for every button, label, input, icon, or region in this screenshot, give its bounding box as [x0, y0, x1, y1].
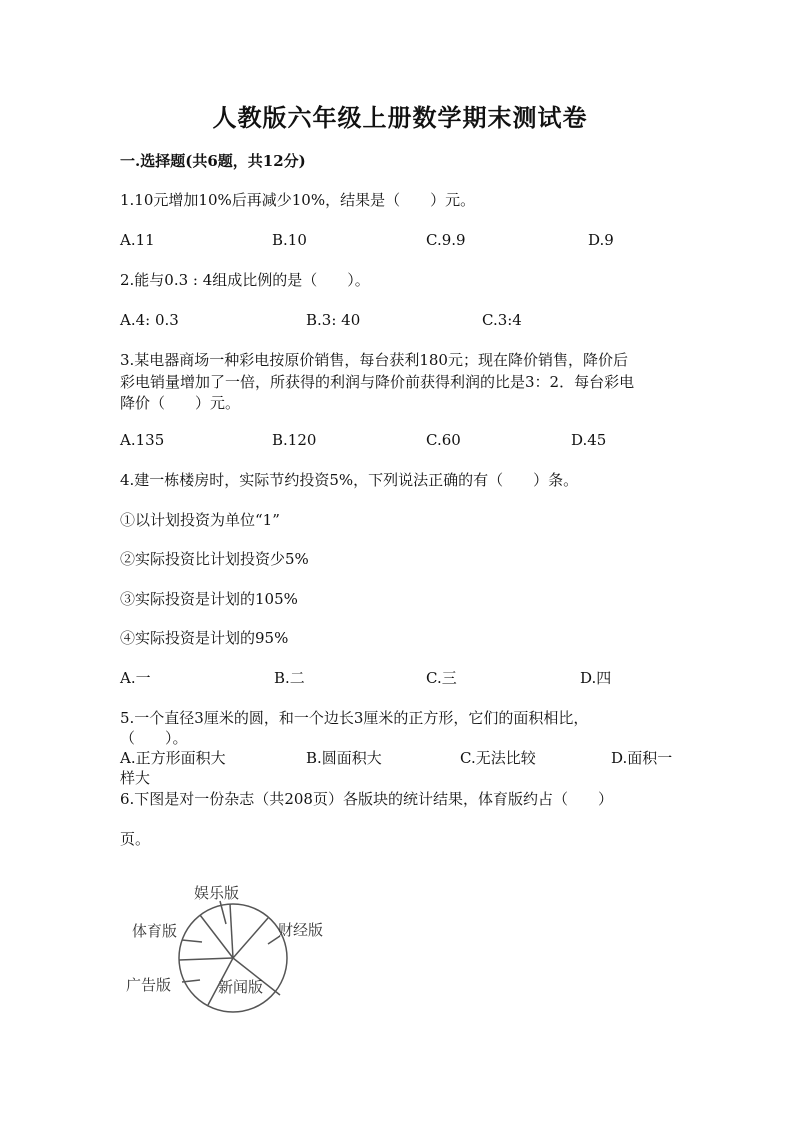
question-4-option-a: A.一	[120, 669, 151, 687]
question-4-option-b: B.二	[274, 669, 305, 687]
leader-ads	[182, 980, 200, 982]
question-2-option-a: A.4: 0.3	[120, 311, 179, 329]
question-5-option-d-wrap: 样大	[120, 769, 151, 787]
question-3-line-1: 3.某电器商场一种彩电按原价销售，每台获利180元；现在降价销售，降价后	[120, 351, 628, 369]
question-1-option-a: A.11	[120, 231, 155, 249]
question-1-option-b: B.10	[272, 231, 307, 249]
question-5-option-b: B.圆面积大	[306, 749, 382, 767]
question-3-option-a: A.135	[120, 431, 165, 449]
question-6-unit: 页。	[120, 830, 151, 848]
pie-divider-3	[233, 918, 268, 958]
question-4-statement-1: ①以计划投资为单位“1”	[120, 511, 280, 529]
question-5-option-c: C.无法比较	[460, 749, 536, 767]
question-4-option-d: D.四	[580, 669, 612, 687]
question-1-stem: 1.10元增加10%后再减少10%，结果是（ ）元。	[120, 191, 476, 209]
question-1-option-c: C.9.9	[426, 231, 466, 249]
pie-divider-4	[179, 958, 233, 960]
question-6-stem: 6.下图是对一份杂志（共208页）各版块的统计结果，体育版约占（ ）	[120, 790, 613, 808]
page-title: 人教版六年级上册数学期末测试卷	[212, 103, 588, 132]
question-1-option-d: D.9	[588, 231, 614, 249]
section-heading: 一.选择题(共6题，共12分)	[120, 152, 306, 170]
label-finance: 财经版	[278, 923, 324, 939]
label-sports: 体育版	[132, 924, 178, 940]
question-5-blank: （ ）。	[120, 729, 188, 747]
question-5-stem: 5.一个直径3厘米的圆，和一个边长3厘米的正方形，它们的面积相比，	[120, 709, 589, 727]
pie-divider-2	[230, 904, 233, 958]
question-5-option-a: A.正方形面积大	[120, 749, 226, 767]
question-3-line-2: 彩电销量增加了一倍，所获得的利润与降价前获得利润的比是3：2．每台彩电	[120, 373, 635, 391]
question-4-statement-3: ③实际投资是计划的105%	[120, 590, 298, 608]
question-2-option-c: C.3:4	[482, 311, 522, 329]
label-news: 新闻版	[218, 980, 264, 996]
question-3-line-3: 降价（ ）元。	[120, 394, 241, 412]
question-2-option-b: B.3: 40	[306, 311, 361, 329]
question-4-stem: 4.建一栋楼房时，实际节约投资5%，下列说法正确的有（ ）条。	[120, 471, 579, 489]
question-3-option-b: B.120	[272, 431, 317, 449]
label-entertainment: 娱乐版	[194, 886, 240, 902]
question-5-option-d: D.面积一	[611, 749, 673, 767]
question-3-option-c: C.60	[426, 431, 461, 449]
question-2-stem: 2.能与0.3 : 4组成比例的是（ ）。	[120, 271, 370, 289]
question-4-statement-2: ②实际投资比计划投资少5%	[120, 550, 309, 568]
question-4-option-c: C.三	[426, 669, 457, 687]
question-3-option-d: D.45	[571, 431, 607, 449]
leader-sports	[182, 940, 202, 942]
label-ads: 广告版	[126, 978, 172, 994]
magazine-sections-pie-figure	[120, 880, 360, 1020]
question-4-statement-4: ④实际投资是计划的95%	[120, 629, 289, 647]
pie-divider-1	[200, 915, 233, 958]
